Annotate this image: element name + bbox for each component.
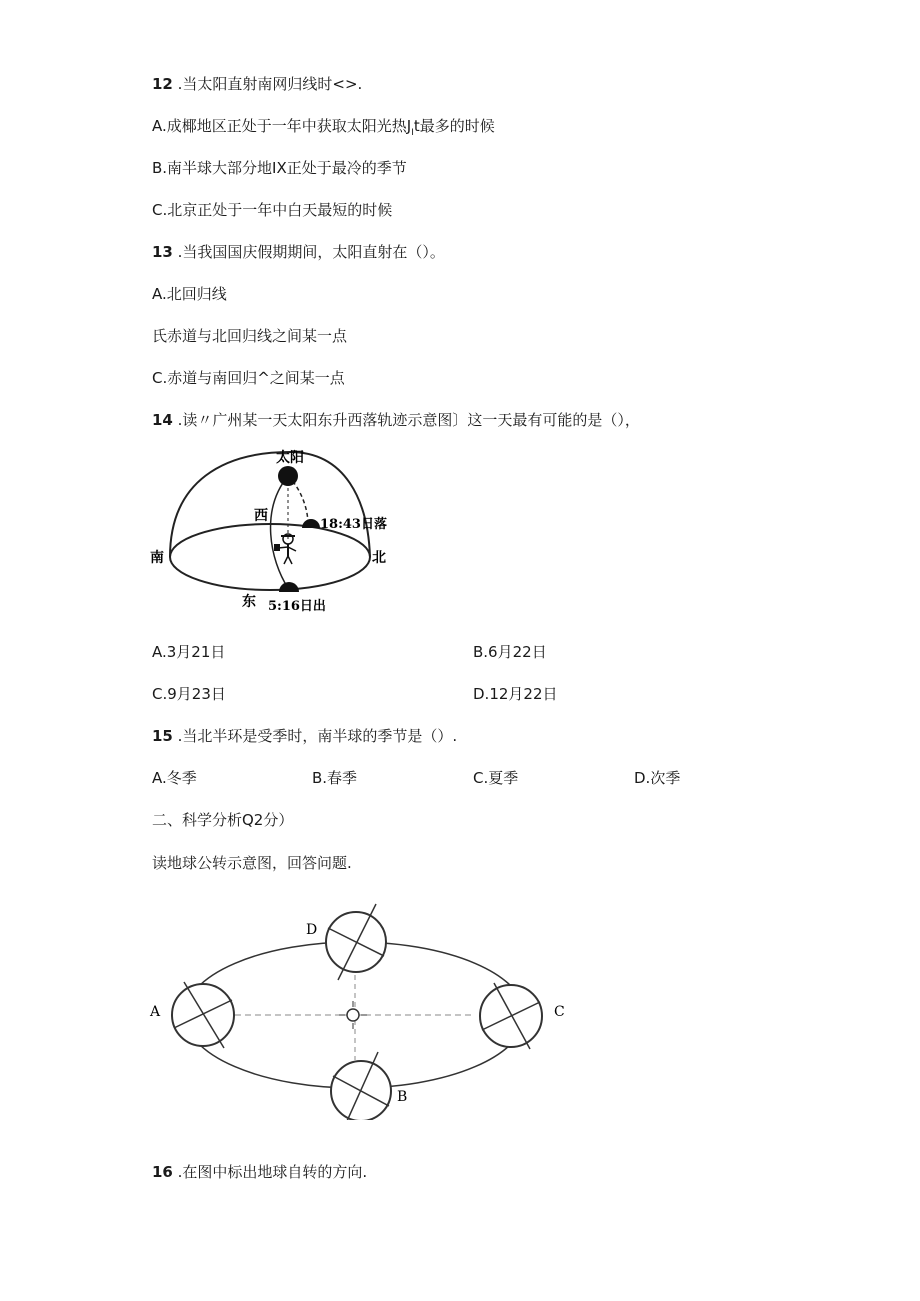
orbit-label-b: B <box>397 1089 408 1105</box>
q12-option-b[interactable]: B.南半球大部分地IX正处于最冷的季节 <box>152 159 407 177</box>
observer-figure-icon <box>274 534 296 564</box>
label-east: 东 <box>242 594 256 610</box>
orbit-label-c: C <box>554 1004 565 1020</box>
q14-option-a[interactable]: A.3月21日 <box>152 643 226 661</box>
q14-option-d[interactable]: D.12月22日 <box>473 685 558 703</box>
sky-dome-arc <box>170 452 370 557</box>
label-south: 南 <box>150 550 164 566</box>
section-2-title: 二、科学分析Q2分） <box>152 811 294 829</box>
q15-option-d[interactable]: D.次季 <box>634 769 681 787</box>
q12-option-a[interactable] <box>152 116 495 143</box>
q16-number: 16 <box>152 1163 173 1181</box>
q12-option-c[interactable]: C.北京正处于一年中白天最短的时候 <box>152 201 393 219</box>
q12-option-a-sub: I <box>411 128 414 138</box>
q15-number: 15 <box>152 727 173 745</box>
orbit-label-a: A <box>150 1004 161 1020</box>
sunrise-sun-icon <box>279 582 299 592</box>
sunset-sun-icon <box>302 519 320 528</box>
q12-option-a-text: A.成椰地区正处于一年中获取太阳光热J <box>152 117 412 135</box>
section-2-intro: 读地球公转示意图，回答问题. <box>152 854 352 872</box>
earth-b-icon <box>331 1052 391 1120</box>
q15-stem <box>152 726 457 746</box>
label-west: 西 <box>254 508 268 524</box>
q13-option-a[interactable]: A.北回归线 <box>152 285 227 303</box>
label-sun: 太阳 <box>276 450 304 466</box>
q15-option-c[interactable]: C.夏季 <box>473 769 519 787</box>
q13-option-b[interactable]: 氏赤道与北回归线之间某一点 <box>152 327 348 345</box>
earth-d-icon <box>326 904 386 980</box>
q14-stem <box>152 410 640 430</box>
q15-option-b[interactable]: B.春季 <box>312 769 358 787</box>
q14-option-b[interactable]: B.6月22日 <box>473 643 547 661</box>
q16-text: .在图中标出地球自转的方向. <box>177 1163 368 1181</box>
label-sunrise-time: 5:16日出 <box>268 599 326 614</box>
q13-stem <box>152 242 445 262</box>
q12-option-a-tail: t最多的时候 <box>413 117 495 135</box>
earth-orbit-figure <box>140 900 580 1120</box>
q14-text: .读〃广州某一天太阳东升西落轨迹示意图〕这一天最有可能的是（）， <box>177 411 640 429</box>
q13-text: .当我国国庆假期期间，太阳直射在（）。 <box>177 243 445 261</box>
q12-number: 12 <box>152 75 173 93</box>
earth-a-icon <box>172 982 234 1048</box>
q14-number: 14 <box>152 411 173 429</box>
q13-number: 13 <box>152 243 173 261</box>
label-sunset-time: 18:43日落 <box>320 517 387 532</box>
q14-option-c[interactable]: C.9月23日 <box>152 685 226 703</box>
q12-stem <box>152 74 362 94</box>
orbit-label-d: D <box>306 922 318 938</box>
sun-path-line <box>271 476 288 588</box>
q13-option-c[interactable]: C.赤道与南回归^之间某一点 <box>152 369 345 387</box>
sun-noon-icon <box>278 466 298 486</box>
q15-option-a[interactable]: A.冬季 <box>152 769 197 787</box>
earth-c-icon <box>480 983 542 1049</box>
sun-icon <box>339 1001 367 1029</box>
sun-path-figure <box>140 440 400 615</box>
label-north: 北 <box>372 550 386 566</box>
q15-text: .当北半环是受季时，南半球的季节是（）. <box>177 727 458 745</box>
q12-text: .当太阳直射南网归线时<>. <box>177 75 363 93</box>
q16-stem <box>152 1162 367 1182</box>
